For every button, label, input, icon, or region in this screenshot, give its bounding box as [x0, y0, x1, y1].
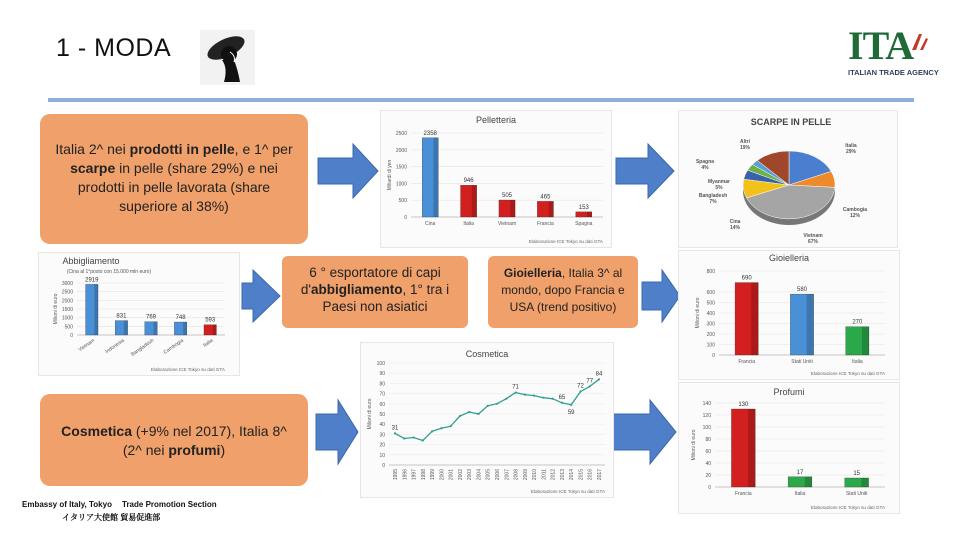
data-label: 270 [852, 319, 863, 326]
slice-value: 19% [739, 145, 751, 151]
data-label: 580 [796, 287, 808, 294]
logo-tagline: ITALIAN TRADE AGENCY [848, 68, 939, 77]
logo-wordmark: ITA [848, 23, 914, 68]
data-point [468, 411, 470, 413]
data-label: 831 [116, 313, 127, 320]
y-tick-label: 2000 [61, 298, 73, 305]
x-tick-label: 2000 [439, 469, 446, 481]
callout-bold: scarpe [70, 160, 116, 176]
callout-text: , Italia 3^ al mondo, dopo Francia e USA (trend positivo) [501, 266, 625, 314]
x-tick-label: 1996 [402, 469, 409, 481]
data-point [589, 385, 591, 387]
x-tick-label: Indonesia [104, 337, 126, 356]
slice-label: Bangladesh [698, 193, 728, 199]
y-tick-label: 10 [379, 452, 385, 459]
data-point [552, 398, 554, 400]
arrow-right-icon [612, 400, 676, 464]
x-tick-label: 1997 [411, 469, 418, 481]
y-tick-label: 200 [706, 332, 715, 338]
callout-text: in pelle (share 29%) e nei prodotti in pelle lavorata (share superiore al 38%) [77, 160, 278, 214]
chart-title: SCARPE IN PELLE [750, 117, 832, 127]
chart-pelletteria [380, 110, 612, 248]
x-tick-label: 1999 [430, 469, 437, 481]
x-tick-label: Cina [425, 221, 436, 227]
y-tick-label: 50 [379, 412, 385, 418]
callout-text: 6 ° esportatore di capi d' [300, 265, 441, 297]
data-label: 946 [463, 178, 474, 185]
arrow-left-icon [242, 270, 280, 322]
x-tick-label: Francia [738, 359, 756, 365]
y-tick-label: 40 [379, 422, 385, 429]
x-tick-label: 2002 [457, 469, 464, 481]
bar-shade [748, 409, 755, 487]
data-label: 690 [741, 275, 752, 282]
data-point [514, 391, 516, 393]
x-tick-label: Vietnam [77, 337, 96, 354]
chart-gioielleria [678, 250, 900, 380]
y-tick-label: 0 [382, 463, 385, 469]
bar-shade [587, 212, 592, 217]
bar-shade [861, 478, 868, 487]
x-tick-label: 2005 [485, 469, 492, 481]
data-point [477, 413, 479, 415]
x-tick-label: 2013 [559, 469, 566, 481]
x-tick-label: Stati Uniti [845, 491, 868, 497]
callout-bold: prodotti in pelle [129, 141, 235, 157]
data-point [412, 436, 414, 438]
y-tick-label: 0 [712, 353, 715, 359]
x-tick-label: 2012 [550, 469, 557, 481]
data-point [440, 427, 442, 429]
data-point [459, 415, 461, 417]
y-tick-label: 140 [702, 401, 711, 407]
slice-label: Cina [729, 219, 741, 225]
bar-shade [549, 201, 554, 217]
y-tick-label: 60 [705, 449, 711, 455]
chart-source: Elaborazione ICE Tokyo su dati GTA [150, 367, 225, 372]
data-label: 153 [578, 204, 589, 211]
y-tick-label: 0 [404, 215, 407, 221]
y-axis-label: Milioni di euro [695, 297, 701, 329]
data-point [598, 378, 600, 380]
chart-subtitle: (Cina al 1°posto con 15.000 mln euro) [66, 269, 152, 275]
data-point [542, 397, 544, 399]
chart-source: Elaborazione ICE Tokyo su dati GTA [810, 505, 885, 510]
data-label: 2919 [85, 277, 99, 284]
data-label: 71 [512, 384, 519, 391]
callout-clothing [282, 256, 468, 328]
arrow-right-icon [616, 144, 674, 198]
x-tick-label: Spagna [575, 221, 593, 227]
y-tick-label: 20 [705, 473, 711, 479]
y-tick-label: 0 [708, 485, 711, 491]
y-tick-label: 500 [398, 198, 407, 205]
y-tick-label: 500 [706, 300, 715, 307]
y-tick-label: 2500 [395, 131, 407, 137]
footer-japanese: イタリア大使館 貿易促進部 [62, 513, 161, 522]
y-tick-label: 80 [705, 437, 711, 443]
data-point [403, 437, 405, 439]
callout-bold: Gioielleria [503, 266, 562, 280]
y-tick-label: 1500 [61, 307, 73, 313]
data-label: 17 [796, 469, 804, 476]
y-tick-label: 30 [379, 432, 385, 439]
data-point [422, 439, 424, 441]
slice-value: 7% [709, 199, 717, 205]
x-tick-label: Italia [463, 221, 474, 227]
arrow-right-icon [316, 400, 358, 464]
y-tick-label: 2500 [61, 289, 73, 296]
bar-shade [807, 294, 814, 355]
y-axis-label: Milioni di euro [367, 398, 373, 430]
y-tick-label: 20 [379, 442, 385, 449]
chart-profumi [678, 382, 900, 514]
x-tick-label: 2015 [578, 469, 585, 481]
x-tick-label: Stati Uniti [791, 359, 813, 365]
x-tick-label: 2008 [513, 469, 520, 481]
data-label: 77 [586, 378, 594, 385]
data-label: 31 [391, 425, 399, 432]
x-tick-label: Francia [734, 491, 752, 497]
y-tick-label: 80 [379, 381, 385, 388]
y-tick-label: 40 [705, 461, 711, 467]
data-label: 84 [595, 371, 603, 378]
data-label: 72 [577, 383, 584, 390]
data-point [561, 402, 563, 404]
slice-value: 4% [701, 165, 709, 171]
x-tick-label: 2004 [476, 469, 483, 481]
x-tick-label: Italia [202, 337, 215, 349]
x-tick-label: Francia [537, 221, 554, 227]
slice-label: Spagna [695, 159, 715, 165]
slice-value: 12% [849, 213, 861, 219]
data-point [524, 394, 526, 396]
y-tick-label: 100 [702, 425, 711, 431]
callout-text: , 1° tra i Paesi non asiatici [322, 282, 450, 314]
y-tick-label: 400 [706, 311, 715, 317]
footer-embassy: Embassy of Italy, Tokyo [22, 500, 112, 509]
chart-title: Profumi [773, 387, 805, 397]
slice-value: 14% [729, 225, 741, 231]
y-tick-label: 1000 [61, 315, 73, 322]
bar-shade [510, 200, 515, 217]
data-label: 748 [175, 315, 186, 322]
bar-shade [153, 322, 157, 335]
chart-cosmetica [360, 342, 614, 498]
slice-label: Cambogia [842, 207, 868, 213]
y-tick-label: 100 [376, 361, 385, 367]
bar-shade [94, 284, 98, 335]
callout-text: , e 1^ per [234, 141, 293, 157]
bar-shade [472, 185, 477, 217]
bar-shade [433, 138, 438, 217]
data-point [533, 395, 535, 397]
arrow-right-icon [642, 270, 680, 322]
x-tick-label: 2014 [569, 469, 576, 481]
x-tick-label: 2016 [587, 469, 594, 481]
data-label: 505 [501, 193, 513, 200]
data-point [450, 425, 452, 427]
x-tick-label: 2010 [532, 469, 539, 481]
y-tick-label: 500 [64, 324, 73, 331]
data-label: 465 [540, 194, 551, 201]
data-point [431, 430, 433, 432]
data-label: 769 [145, 314, 157, 321]
y-tick-label: 60 [379, 401, 385, 408]
bar-shade [124, 321, 128, 335]
x-tick-label: 2001 [448, 469, 455, 481]
y-tick-label: 3000 [61, 281, 73, 287]
y-tick-label: 70 [379, 391, 385, 398]
x-tick-label: Italia [794, 491, 806, 497]
data-label: 2358 [423, 130, 437, 137]
slice-label: Altri [740, 139, 750, 145]
slide-title: 1 - MODA [56, 34, 172, 62]
x-tick-label: Bangladesh [130, 337, 156, 358]
bar-shade [805, 477, 812, 487]
data-point [579, 390, 581, 392]
footer-section: Trade Promotion Section [122, 500, 217, 509]
chart-source: Elaborazione ICE Tokyo su dati GTA [530, 489, 605, 494]
callout-bold: abbigliamento [310, 282, 403, 297]
y-tick-label: 120 [702, 413, 711, 419]
chart-abbigliamento [38, 252, 240, 376]
x-tick-label: 1998 [420, 469, 427, 481]
x-tick-label: 1995 [393, 469, 399, 481]
slice-value: 67% [807, 239, 819, 245]
chart-source: Elaborazione ICE Tokyo su dati GTA [528, 239, 603, 244]
x-tick-label: 2007 [504, 469, 511, 481]
chart-title: Pelletteria [475, 115, 517, 125]
x-tick-label: 2009 [522, 469, 529, 481]
callout-text: (+9% nel 2017), Italia 8^ (2^ nei [122, 423, 287, 458]
y-axis-label: Miliardi di yen [387, 159, 393, 191]
data-point [505, 398, 507, 400]
slice-value: 29% [845, 149, 857, 155]
bar-shade [751, 283, 758, 355]
data-point [496, 403, 498, 405]
y-axis-label: Milioni di euro [691, 429, 697, 461]
data-label: 65 [558, 394, 566, 401]
data-label: 130 [738, 402, 749, 408]
y-axis-label: Milioni di euro [53, 293, 59, 325]
callout-text: ) [220, 442, 226, 458]
x-tick-label: 2017 [597, 469, 603, 481]
slice-value: 5% [715, 185, 723, 191]
x-tick-label: 2011 [541, 469, 548, 480]
chart-scarpe [678, 110, 898, 248]
y-tick-label: 90 [379, 371, 385, 378]
data-label: 15 [853, 471, 861, 477]
y-tick-label: 100 [706, 342, 715, 349]
bar-shade [862, 327, 869, 355]
chart-title: Abbigliamento [62, 256, 120, 266]
data-label: 59 [567, 409, 575, 416]
callout-cosmetics [40, 394, 308, 486]
y-tick-label: 1500 [395, 164, 407, 171]
slice-label: Myanmar [708, 179, 730, 185]
x-tick-label: 2006 [495, 469, 501, 481]
bar-shade [213, 325, 217, 335]
x-tick-label: Italia [852, 359, 863, 365]
slice-label: Vietnam [803, 233, 823, 239]
chart-title: Cosmetica [465, 349, 509, 359]
y-tick-label: 600 [706, 290, 715, 296]
callout-text: Italia 2^ nei [55, 141, 130, 157]
y-tick-label: 0 [70, 333, 73, 339]
slice-label: Italia [845, 143, 857, 149]
x-tick-label: Vietnam [497, 221, 517, 227]
callout-bold: Cosmetica [61, 423, 132, 439]
bar-shade [183, 322, 187, 335]
y-tick-label: 300 [706, 321, 715, 328]
chart-source: Elaborazione ICE Tokyo su dati GTA [810, 371, 885, 376]
data-label: 593 [205, 317, 216, 324]
data-point [487, 405, 489, 407]
x-tick-label: 2003 [467, 469, 474, 481]
arrow-right-icon [318, 144, 378, 198]
data-point [570, 404, 572, 406]
callout-bold: profumi [168, 442, 221, 458]
x-tick-label: Cambogia [162, 337, 185, 356]
chart-title: Gioielleria [768, 253, 810, 263]
y-tick-label: 800 [706, 269, 715, 275]
data-point [394, 432, 396, 434]
y-tick-label: 2000 [395, 147, 407, 154]
y-tick-label: 1000 [395, 181, 407, 188]
callout-jewelry [488, 256, 638, 328]
